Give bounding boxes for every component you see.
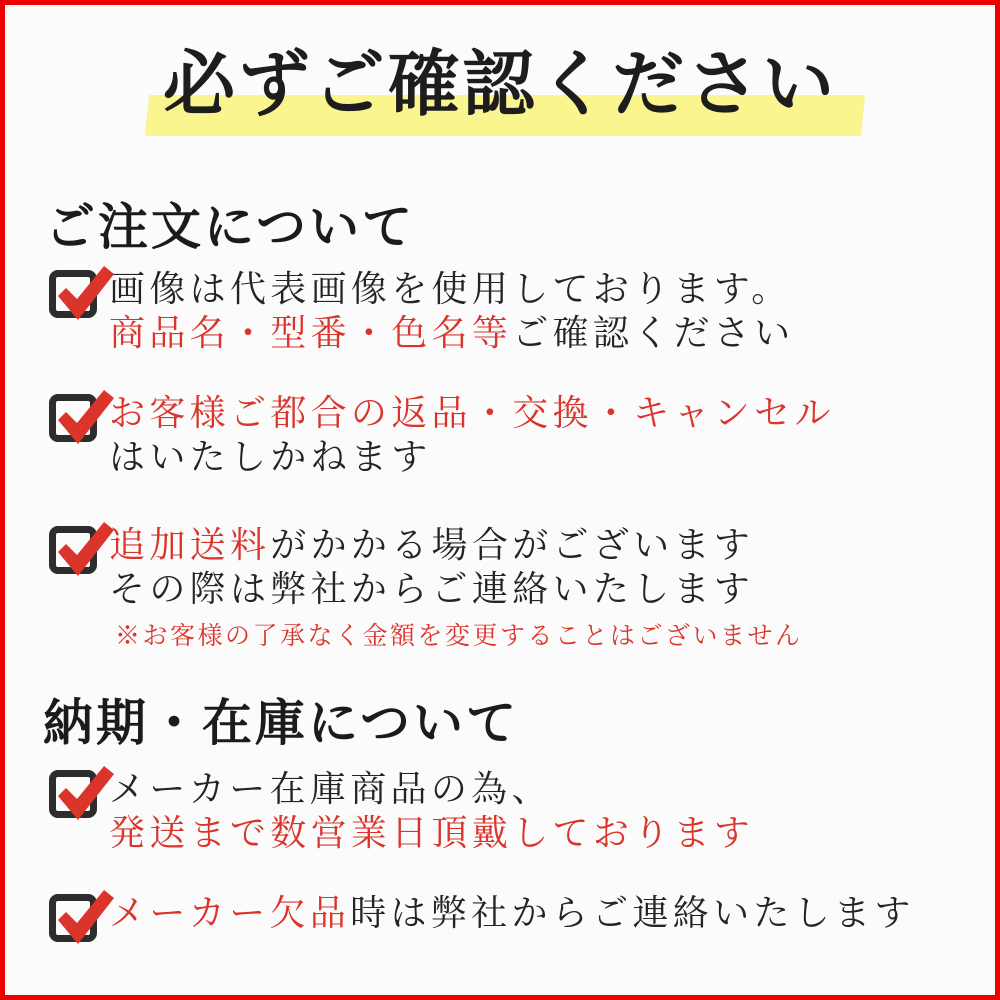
- fine-print-note: ※お客様の了承なく金額を変更することはございません: [115, 623, 803, 650]
- page-title: 必ずご確認ください: [163, 45, 837, 125]
- section-heading-stock: 納期・在庫について: [43, 695, 519, 751]
- red-emphasis-text: お客様ご都合の返品・交換・キャンセル: [109, 393, 835, 433]
- checked-checkbox-icon: [49, 394, 97, 442]
- list-item-maker-stock: [49, 767, 754, 855]
- item-line: 画像は代表画像を使用しております。: [109, 269, 792, 309]
- item-line: [109, 811, 754, 855]
- item-line: メーカー欠品時は弊社からご連絡いたします: [109, 893, 915, 933]
- item-line: [109, 391, 835, 435]
- red-emphasis-text: 商品名・型番・色名等: [109, 313, 513, 353]
- list-item-additional-shipping: [49, 523, 803, 652]
- item-line: メーカー在庫商品の為、: [109, 769, 552, 809]
- item-text: [109, 523, 803, 652]
- item-line: その際は弊社からご連絡いたします: [109, 569, 755, 609]
- checked-checkbox-icon: [49, 894, 97, 942]
- red-emphasis-text: 発送まで数営業日頂戴しております: [109, 813, 755, 853]
- title-block: [5, 45, 995, 126]
- item-line: 追加送料がかかる場合がございます: [109, 525, 755, 565]
- item-line: はいたしかねます: [109, 437, 432, 477]
- red-emphasis-text: メーカー欠品: [109, 893, 351, 933]
- item-text: [109, 767, 754, 855]
- item-line: 商品名・型番・色名等ご確認ください: [109, 313, 795, 353]
- checked-checkbox-icon: [49, 270, 97, 318]
- item-text: [109, 267, 794, 355]
- checked-checkbox-icon: [49, 770, 97, 818]
- list-item-returns-policy: [49, 391, 835, 479]
- list-item-maker-outofstock: [49, 891, 915, 942]
- item-text: [109, 891, 915, 935]
- red-emphasis-text: 追加送料: [109, 525, 271, 565]
- checked-checkbox-icon: [49, 526, 97, 574]
- section-heading-order: ご注文について: [45, 199, 415, 255]
- item-text: [109, 391, 835, 479]
- list-item-representative-image: [49, 267, 794, 355]
